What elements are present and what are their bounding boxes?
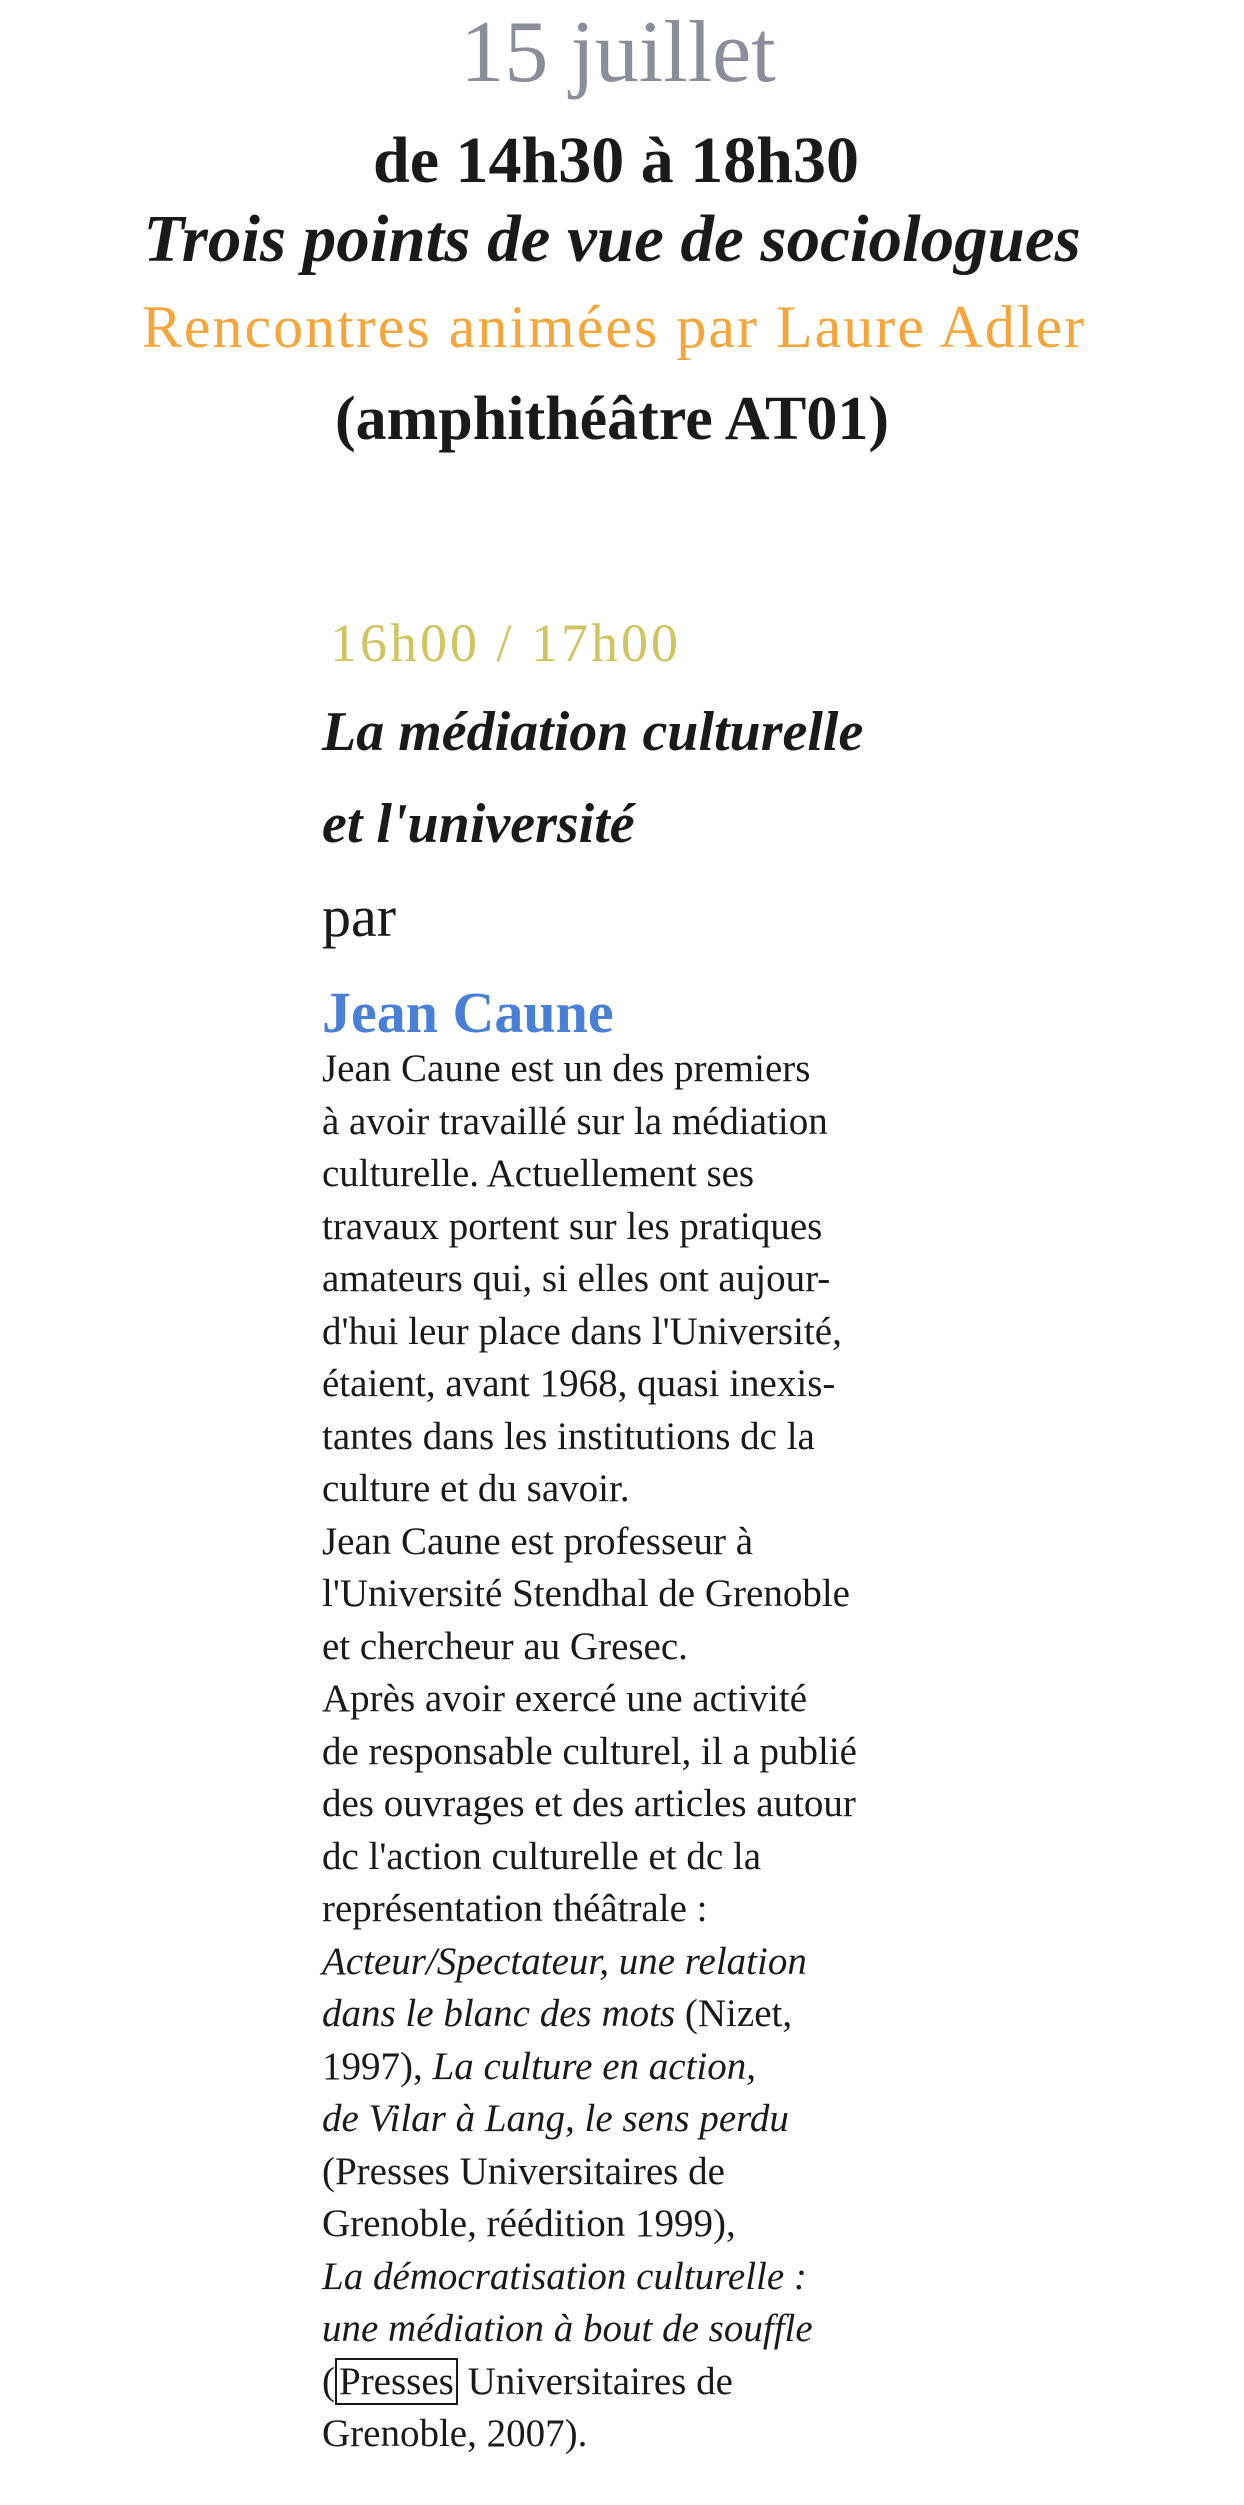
bio-line bbox=[322, 1988, 857, 2041]
bio-line bbox=[322, 2356, 857, 2409]
bio-line bbox=[322, 1621, 857, 1674]
bio-line bbox=[322, 1306, 857, 1359]
bio-line bbox=[322, 1831, 857, 1884]
session-time: 16h00 / 17h00 bbox=[330, 613, 682, 673]
bio-line bbox=[322, 2251, 857, 2304]
bio-text: et chercheur au Gresec. bbox=[322, 1624, 688, 1668]
bio-text: de responsable culturel, il a publié bbox=[322, 1729, 857, 1773]
event-room: (amphithéâtre AT01) bbox=[335, 385, 889, 453]
bio-text: amateurs qui, si elles ont aujour- bbox=[322, 1257, 831, 1300]
bio-text: travaux portent sur les pratiques bbox=[322, 1204, 823, 1248]
bio-text: Jean Caune est professeur à bbox=[322, 1519, 753, 1563]
bio-line bbox=[322, 1148, 857, 1201]
bio-line bbox=[322, 2198, 857, 2251]
bio-text: (Presses Universitaires de bbox=[322, 2149, 725, 2193]
bio-line bbox=[322, 2408, 857, 2461]
bio-line bbox=[322, 2146, 857, 2199]
speaker-bio bbox=[322, 1043, 857, 2461]
bio-line bbox=[322, 1516, 857, 1569]
bio-line bbox=[322, 1726, 857, 1779]
boxed-word: Presses bbox=[335, 2358, 458, 2405]
bio-text: Jean Caune est un des premiers bbox=[322, 1047, 811, 1090]
bio-line bbox=[322, 1883, 857, 1936]
bio-text: Grenoble, 2007). bbox=[322, 2412, 588, 2455]
bio-line bbox=[322, 1358, 857, 1411]
bio-text: culture et du savoir. bbox=[322, 1467, 630, 1510]
event-theme: Trois points de vue de sociologues bbox=[143, 202, 1081, 276]
bio-line bbox=[322, 2093, 857, 2146]
bio-text: d'hui leur place dans l'Université, bbox=[322, 1309, 842, 1353]
bio-italic-text: dans le blanc des mots bbox=[322, 1992, 676, 2035]
bio-text: Universitaires de bbox=[457, 2359, 733, 2403]
bio-italic-text: La démocratisation culturelle : bbox=[322, 2254, 807, 2298]
bio-text: étaient, avant 1968, quasi inexis- bbox=[322, 1362, 836, 1405]
bio-line bbox=[322, 1936, 857, 1989]
bio-line bbox=[322, 1673, 857, 1726]
bio-text: Après avoir exercé une activité bbox=[322, 1677, 808, 1720]
bio-line bbox=[322, 1096, 857, 1149]
bio-italic-text: La culture en action, bbox=[432, 2044, 757, 2088]
bio-line bbox=[322, 1201, 857, 1254]
bio-text: culturelle. Actuellement ses bbox=[322, 1152, 755, 1195]
bio-text: dc l'action culturelle et dc la bbox=[322, 1834, 762, 1878]
bio-text: Grenoble, réédition 1999), bbox=[322, 2202, 736, 2245]
speaker-name: Jean Caune bbox=[322, 980, 614, 1045]
bio-text: l'Université Stendhal de Grenoble bbox=[322, 1572, 850, 1615]
session-title-line: et l'université bbox=[322, 793, 635, 855]
bio-text: des ouvrages et des articles autour bbox=[322, 1782, 856, 1825]
bio-text: ( bbox=[322, 2359, 335, 2403]
bio-line bbox=[322, 1568, 857, 1621]
bio-text: représentation théâtrale : bbox=[322, 1887, 708, 1930]
event-date: 15 juillet bbox=[460, 4, 776, 101]
event-hours: de 14h30 à 18h30 bbox=[373, 124, 859, 197]
session-title bbox=[322, 701, 864, 888]
bio-text: tantes dans les institutions dc la bbox=[322, 1414, 815, 1458]
bio-line bbox=[322, 1253, 857, 1306]
bio-italic-text: de Vilar à Lang, le sens perdu bbox=[322, 2097, 789, 2140]
bio-line bbox=[322, 2303, 857, 2356]
bio-italic-text: Acteur/Spectateur, une relation bbox=[322, 1939, 807, 1983]
bio-text: 1997), bbox=[322, 2044, 433, 2088]
bio-text: (Nizet, bbox=[675, 1992, 793, 2035]
bio-line bbox=[322, 2041, 857, 2094]
bio-line bbox=[322, 1043, 857, 1096]
bio-line bbox=[322, 1778, 857, 1831]
event-host: Rencontres animées par Laure Adler bbox=[141, 294, 1087, 360]
bio-line bbox=[322, 1411, 857, 1464]
bio-line bbox=[322, 1463, 857, 1516]
by-label: par bbox=[322, 884, 397, 949]
session-title-line: La médiation culturelle bbox=[322, 701, 864, 763]
bio-italic-text: une médiation à bout de souffle bbox=[322, 2307, 813, 2350]
bio-text: à avoir travaillé sur la médiation bbox=[322, 1099, 828, 1143]
